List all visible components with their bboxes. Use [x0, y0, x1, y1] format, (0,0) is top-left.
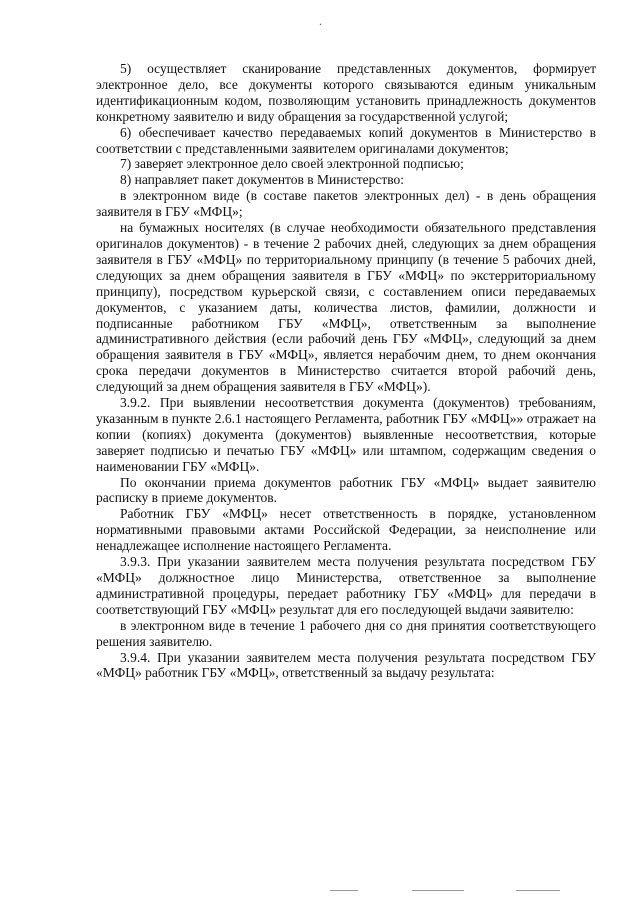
- paragraph-electronic-delivery: в электронном виде (в составе пакетов электронных дел) - в день обращения заявителя в ГБУ «МФЦ»;: [96, 188, 596, 220]
- paragraph-electronic-result: в электронном виде в течение 1 рабочего дня со дня принятия соответствующего решения заявителю.: [96, 617, 596, 649]
- paragraph-paper-delivery: на бумажных носителях (в случае необходимости обязательного представления оригиналов документов) - в течение 2 рабочих дней, следующих за днем обращения заявителя в ГБУ «МФЦ» по территориальному принципу (в течение 5 рабочих дней, следующих за днем обращения заявителя в ГБУ «МФЦ» по экстерриториальному принципу), посредством курьерской связи, с составлением описи передаваемых документов, с указанием даты, количества листов, фамилии, должности и подписанные работником ГБУ «МФЦ», ответственным за выполнение административного действия (если рабочий день ГБУ «МФЦ», следующий за днем обращения заявителя в ГБУ «МФЦ», является нерабочим днем, то днем окончания срока передачи документов в Министерство считается второй рабочий день, следующий за днем обращения заявителя в ГБУ «МФЦ»).: [96, 220, 596, 395]
- paragraph-item-5: 5) осуществляет сканирование представленных документов, формирует электронное дело, все документы которого связываются единым уникальным идентификационным кодом, позволяющим установить принадлежность документов конкретному заявителю и виду обращения за государственной услугой;: [96, 61, 596, 124]
- scan-mark: [330, 890, 358, 891]
- scan-mark: [516, 890, 560, 891]
- paragraph-receipt: По окончании приема документов работник ГБУ «МФЦ» выдает заявителю расписку в приеме документов.: [96, 474, 596, 506]
- paragraph-responsibility: Работник ГБУ «МФЦ» несет ответственность в порядке, установленном нормативными правовыми актами Российской Федерации, за неисполнение или ненадлежащее исполнение настоящего Регламента.: [96, 506, 596, 554]
- document-body: [96, 61, 596, 681]
- paragraph-section-3-9-4: 3.9.4. При указании заявителем места получения результата посредством ГБУ «МФЦ» работник ГБУ «МФЦ», ответственный за выдачу результата:: [96, 649, 596, 681]
- scan-mark: [412, 890, 464, 891]
- paragraph-item-8: 8) направляет пакет документов в Министерство:: [120, 172, 405, 188]
- paragraph-item-6: 6) обеспечивает качество передаваемых копий документов в Министерство в соответствии с представленными заявителем оригиналами документов;: [96, 124, 596, 156]
- paragraph-section-3-9-2: 3.9.2. При выявлении несоответствия документа (документов) требованиям, указанным в пункте 2.6.1 настоящего Регламента, работник ГБУ «МФЦ»» отражает на копии (копиях) документа (документов) выявленные несоответствия, которые заверяет подписью и печатью ГБУ «МФЦ» или штампом, содержащим сведения о наименовании ГБУ «МФЦ».: [96, 395, 596, 474]
- paragraph-section-3-9-3: 3.9.3. При указании заявителем места получения результата посредством ГБУ «МФЦ» должностное лицо Министерства, ответственное за выполнение административной процедуры, передает работнику ГБУ «МФЦ» для передачи в соответствующий ГБУ «МФЦ» результат для его последующей выдачи заявителю:: [96, 554, 596, 617]
- page-mark: .: [319, 14, 322, 28]
- scan-artifact-marks: [330, 890, 590, 896]
- paragraph-item-7: 7) заверяет электронное дело своей электронной подписью;: [120, 156, 464, 172]
